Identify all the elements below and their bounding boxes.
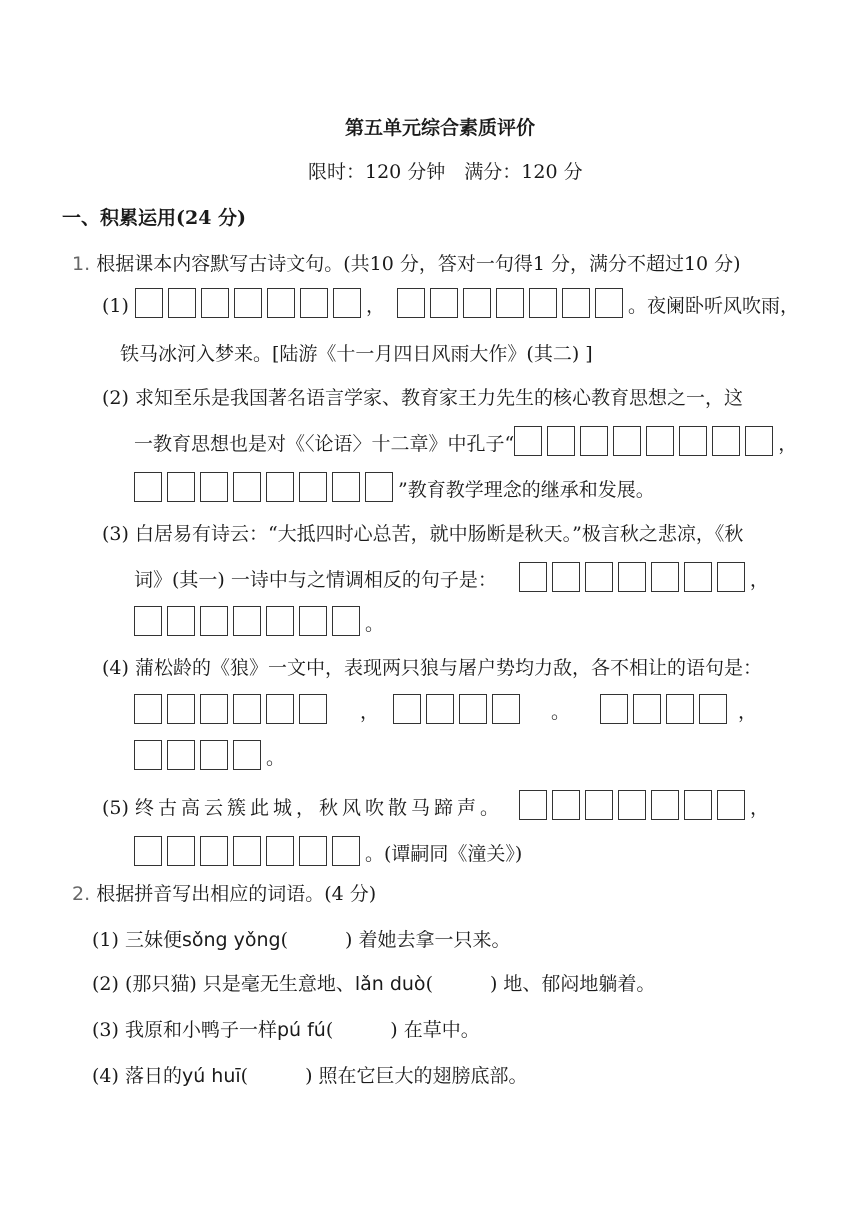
answer-box[interactable] xyxy=(618,790,646,820)
answer-box[interactable] xyxy=(393,694,421,724)
pinyin-text: sǒng yǒng xyxy=(181,929,281,951)
subquestion-3-line2 xyxy=(134,562,769,592)
answer-box[interactable] xyxy=(717,790,745,820)
subquestion-2-line3 xyxy=(134,472,655,502)
answer-box[interactable] xyxy=(514,426,542,456)
item-text: (1) 三妹便 xyxy=(92,929,182,951)
answer-box[interactable] xyxy=(233,740,261,770)
answer-box[interactable] xyxy=(684,790,712,820)
answer-box[interactable] xyxy=(618,562,646,592)
answer-box[interactable] xyxy=(463,288,491,318)
line-text: 终古高云簇此城，秋风吹散马蹄声。 xyxy=(134,797,503,819)
subquestion-1 xyxy=(102,288,799,318)
answer-boxes[interactable] xyxy=(514,426,778,456)
answer-box[interactable] xyxy=(266,694,294,724)
answer-box[interactable] xyxy=(233,694,261,724)
answer-box[interactable] xyxy=(365,472,393,502)
answer-box[interactable] xyxy=(426,694,454,724)
answer-box[interactable] xyxy=(646,426,674,456)
punct: ， xyxy=(365,295,385,317)
answer-blank[interactable]: ( ) xyxy=(325,1019,398,1041)
answer-box[interactable] xyxy=(134,836,162,866)
answer-box[interactable] xyxy=(200,694,228,724)
pinyin-text: lǎn duò xyxy=(354,973,426,995)
answer-box[interactable] xyxy=(613,426,641,456)
answer-box[interactable] xyxy=(167,606,195,636)
answer-boxes[interactable] xyxy=(134,740,266,770)
question-number: 1. xyxy=(72,253,91,275)
answer-box[interactable] xyxy=(134,694,162,724)
answer-box[interactable] xyxy=(519,562,547,592)
answer-box[interactable] xyxy=(234,288,262,318)
answer-boxes[interactable] xyxy=(134,694,332,724)
pinyin-item-4 xyxy=(92,1064,528,1088)
answer-box[interactable] xyxy=(745,426,773,456)
answer-box[interactable] xyxy=(679,426,707,456)
punct: 。 xyxy=(266,747,286,769)
question-stem: 根据拼音写出相应的词语。(4 分) xyxy=(96,883,377,905)
answer-box[interactable] xyxy=(585,790,613,820)
answer-box[interactable] xyxy=(200,836,228,866)
subquestion-2-line2 xyxy=(134,426,797,456)
answer-box[interactable] xyxy=(519,790,547,820)
item-text: 照在它巨大的翅膀底部。 xyxy=(312,1065,528,1087)
answer-box[interactable] xyxy=(547,426,575,456)
pinyin-item-3 xyxy=(92,1018,480,1042)
answer-box[interactable] xyxy=(666,694,694,724)
answer-box[interactable] xyxy=(430,288,458,318)
pinyin-text: pú fú xyxy=(276,1019,326,1041)
answer-box[interactable] xyxy=(168,288,196,318)
answer-box[interactable] xyxy=(167,472,195,502)
subquestion-5-line2 xyxy=(134,836,522,866)
sub-label: (5) xyxy=(102,797,129,819)
line-text: 白居易有诗云：“大抵四时心总苦，就中肠断是秋天。”极言秋之悲凉，《秋 xyxy=(134,523,744,545)
answer-box[interactable] xyxy=(233,606,261,636)
punct: ， xyxy=(778,433,798,455)
item-text: (4) 落日的 xyxy=(92,1065,182,1087)
answer-box[interactable] xyxy=(134,740,162,770)
subquestion-1-line2: 铁马冰河入梦来。[陆游《十一月四日风雨大作》(其二) ] xyxy=(120,343,593,365)
answer-boxes[interactable] xyxy=(519,562,750,592)
answer-blank[interactable]: ( ) xyxy=(240,1065,313,1087)
question-2 xyxy=(72,882,376,906)
answer-box[interactable] xyxy=(332,606,360,636)
answer-box[interactable] xyxy=(200,606,228,636)
answer-box[interactable] xyxy=(397,288,425,318)
section-heading: 一、积累运用(24 分) xyxy=(62,207,247,229)
answer-boxes[interactable] xyxy=(134,836,365,866)
punct: 。 xyxy=(551,701,571,723)
sub-label: (2) xyxy=(102,387,129,409)
answer-box[interactable] xyxy=(134,472,162,502)
answer-box[interactable] xyxy=(299,694,327,724)
answer-boxes[interactable] xyxy=(134,606,365,636)
sub-label: (4) xyxy=(102,657,129,679)
subquestion-4-line3 xyxy=(134,740,285,770)
answer-boxes[interactable] xyxy=(135,288,366,318)
answer-box[interactable] xyxy=(135,288,163,318)
answer-box[interactable] xyxy=(585,562,613,592)
page-title: 第五单元综合素质评价 xyxy=(345,117,536,139)
punct: ， xyxy=(738,701,758,723)
answer-blank[interactable]: ( ) xyxy=(280,929,353,951)
pinyin-item-1 xyxy=(92,928,510,952)
page-subtitle: 限时：120 分钟 满分：120 分 xyxy=(308,161,583,183)
answer-box[interactable] xyxy=(200,472,228,502)
answer-box[interactable] xyxy=(167,694,195,724)
answer-box[interactable] xyxy=(201,288,229,318)
answer-box[interactable] xyxy=(299,472,327,502)
answer-box[interactable] xyxy=(699,694,727,724)
question-1 xyxy=(72,252,741,276)
item-text: 着她去拿一只来。 xyxy=(352,929,511,951)
subquestion-3-line3 xyxy=(134,606,384,636)
answer-box[interactable] xyxy=(684,562,712,592)
line-text: 词》(其一) 一诗中与之情调相反的句子是： xyxy=(134,569,497,591)
line-text: 一教育思想也是对《〈论语〉十二章》中孔子“ xyxy=(134,433,515,455)
pinyin-item-2 xyxy=(92,972,655,996)
answer-box[interactable] xyxy=(333,288,361,318)
item-text: (3) 我原和小鸭子一样 xyxy=(92,1019,277,1041)
answer-box[interactable] xyxy=(496,288,524,318)
answer-box[interactable] xyxy=(552,790,580,820)
answer-box[interactable] xyxy=(332,472,360,502)
answer-box[interactable] xyxy=(651,790,679,820)
punct: ， xyxy=(360,701,380,723)
answer-boxes[interactable] xyxy=(393,694,525,724)
answer-box[interactable] xyxy=(299,606,327,636)
answer-box[interactable] xyxy=(600,694,628,724)
answer-box[interactable] xyxy=(167,740,195,770)
answer-box[interactable] xyxy=(167,836,195,866)
answer-box[interactable] xyxy=(552,562,580,592)
sub-label: (3) xyxy=(102,523,129,545)
pinyin-text: yú huī xyxy=(181,1065,241,1087)
answer-box[interactable] xyxy=(633,694,661,724)
answer-box[interactable] xyxy=(266,606,294,636)
punct: 。 xyxy=(365,613,385,635)
answer-box[interactable] xyxy=(712,426,740,456)
line-text: 。(谭嗣同《潼关》) xyxy=(365,843,523,865)
answer-box[interactable] xyxy=(492,694,520,724)
answer-box[interactable] xyxy=(233,836,261,866)
subquestion-2 xyxy=(102,386,743,410)
answer-box[interactable] xyxy=(233,472,261,502)
answer-box[interactable] xyxy=(299,836,327,866)
answer-box[interactable] xyxy=(266,472,294,502)
item-text: 在草中。 xyxy=(397,1019,480,1041)
answer-box[interactable] xyxy=(562,288,590,318)
answer-boxes[interactable] xyxy=(397,288,628,318)
answer-box[interactable] xyxy=(266,836,294,866)
answer-box[interactable] xyxy=(595,288,623,318)
punct: ， xyxy=(749,569,769,591)
subquestion-5 xyxy=(102,790,769,820)
subquestion-4 xyxy=(102,656,762,680)
item-text: (2) (那只猫) 只是毫无生意地、 xyxy=(92,973,355,995)
line-text: 蒲松龄的《狼》一文中，表现两只狼与屠户势均力敌，各不相让的语句是： xyxy=(134,657,762,679)
answer-box[interactable] xyxy=(459,694,487,724)
subquestion-4-line2 xyxy=(134,694,757,724)
line-text: 。夜阑卧听风吹雨， xyxy=(628,295,800,317)
answer-box[interactable] xyxy=(651,562,679,592)
answer-box[interactable] xyxy=(717,562,745,592)
answer-blank[interactable]: ( ) xyxy=(425,973,498,995)
line-text: ”教育教学理念的继承和发展。 xyxy=(398,479,655,501)
answer-box[interactable] xyxy=(580,426,608,456)
line-text: 求知至乐是我国著名语言学家、教育家王力先生的核心教育思想之一，这 xyxy=(134,387,743,409)
answer-box[interactable] xyxy=(267,288,295,318)
sub-label: (1) xyxy=(102,295,129,317)
question-number: 2. xyxy=(72,883,91,905)
question-stem: 根据课本内容默写古诗文句。(共10 分，答对一句得1 分，满分不超过10 分) xyxy=(96,253,741,275)
item-text: 地、郁闷地躺着。 xyxy=(497,973,656,995)
answer-boxes[interactable] xyxy=(600,694,732,724)
answer-box[interactable] xyxy=(332,836,360,866)
answer-boxes[interactable] xyxy=(134,472,398,502)
answer-box[interactable] xyxy=(134,606,162,636)
punct: ， xyxy=(750,797,770,819)
answer-boxes[interactable] xyxy=(519,790,750,820)
answer-box[interactable] xyxy=(300,288,328,318)
answer-box[interactable] xyxy=(529,288,557,318)
subquestion-3 xyxy=(102,522,743,546)
answer-box[interactable] xyxy=(200,740,228,770)
